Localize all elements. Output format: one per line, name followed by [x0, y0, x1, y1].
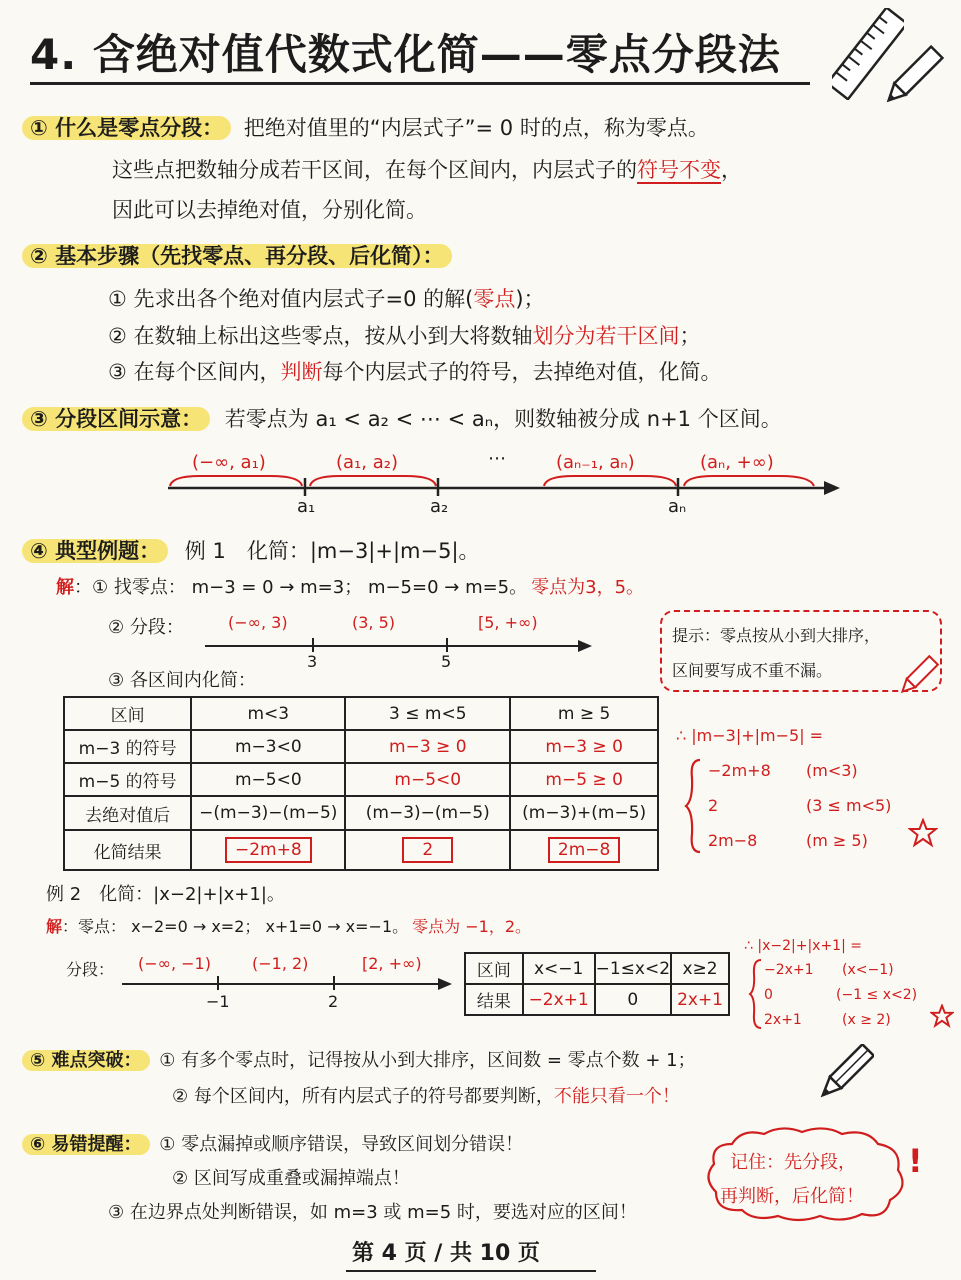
seg-point-5: 5: [441, 652, 452, 671]
example1-title: 例 1 化简：|m−3|+|m−5|。: [184, 539, 480, 563]
table-cell: m−3 的符号: [64, 730, 191, 763]
table-header-cell: 区间: [64, 697, 191, 730]
section6-line2: ② 区间写成重叠或漏掉端点！: [172, 1168, 410, 1189]
remember-line1: 记住：先分段，: [730, 1152, 856, 1173]
section2-heading: ② 基本步骤（先找零点、再分段、后化简）：: [22, 244, 452, 268]
example1-table: [63, 696, 659, 871]
simplify-label: ③ 各区间内化简：: [108, 670, 256, 691]
summary1-cond: (m<3): [806, 761, 858, 780]
step1-end: )；: [515, 287, 545, 311]
step1-text: ① 先求出各个绝对值内层式子=0 的解(: [108, 287, 474, 311]
footer-underline: [346, 1270, 596, 1272]
section4-heading: ④ 典型例题：: [22, 539, 168, 563]
table2-cell: 0: [595, 984, 671, 1015]
number-line-example2: [120, 972, 456, 996]
seg-interval-3: [5, +∞): [478, 613, 538, 632]
section1-keyword: 符号不变: [637, 158, 721, 182]
table-cell: m−3<0: [191, 730, 345, 763]
tip-line2: 区间要写成不重不漏。: [672, 661, 833, 680]
step2-text: ② 在数轴上标出这些零点，按从小到大将数轴: [108, 324, 533, 348]
section1-line3: 因此可以去掉绝对值，分别化简。: [112, 198, 427, 222]
table-header-cell: m<3: [191, 697, 345, 730]
summary1-expr: 2m−8: [708, 831, 758, 850]
segment-label: ② 分段：: [108, 617, 184, 638]
seg2-interval-3: [2, +∞): [362, 954, 422, 973]
summary1-cond: (m ≥ 5): [806, 831, 868, 850]
seg-interval-2: (3, 5): [352, 613, 396, 632]
table-cell: m−5<0: [191, 763, 345, 796]
table-header-cell: m ≥ 5: [510, 697, 658, 730]
number-line-example1: [200, 628, 600, 658]
solution1-zeros: 零点为3，5。: [531, 577, 645, 598]
summary2-cond: (x<−1): [842, 962, 894, 978]
segment2-label: 分段：: [66, 960, 115, 979]
result-box: 2m−8: [548, 837, 620, 863]
section6-line1: ① 零点漏掉或顺序错误，导致区间划分错误！: [159, 1134, 524, 1155]
step3-keyword: 判断: [280, 360, 323, 384]
table-cell: m−5 的符号: [64, 763, 191, 796]
table-cell: −(m−3)−(m−5): [191, 796, 345, 830]
table2-header-cell: 区间: [465, 953, 523, 984]
table2-cell: 结果: [465, 984, 523, 1015]
point-a1: a₁: [297, 496, 316, 517]
summary2-expr: 0: [764, 987, 773, 1003]
seg2-point-neg1: −1: [206, 992, 230, 1011]
section6-line3: ③ 在边界点处判断错误，如 m=3 或 m=5 时，要选对应的区间！: [108, 1202, 637, 1223]
section5-line2: ② 每个区间内，所有内层式子的符号都要判断，: [172, 1086, 554, 1107]
table-cell: 去绝对值后: [64, 796, 191, 830]
brace-icon: [684, 758, 704, 854]
interval-last: (aₙ, +∞): [700, 452, 774, 473]
seg-interval-1: (−∞, 3): [228, 613, 288, 632]
interval-2: (a₁, a₂): [336, 452, 398, 473]
table2-header-cell: x<−1: [523, 953, 595, 984]
interval-ellipsis: ⋯: [488, 448, 506, 469]
seg2-point-2: 2: [328, 992, 339, 1011]
table-cell: 化简结果: [64, 830, 191, 870]
point-an: aₙ: [668, 496, 687, 517]
step1-keyword: 零点: [473, 287, 516, 311]
table-cell: m−5 ≥ 0: [510, 763, 658, 796]
exclaim-mark: !: [908, 1142, 923, 1180]
result-box: 2: [402, 837, 453, 863]
section1-heading: ① 什么是零点分段：: [22, 116, 231, 140]
page-title: 4. 含绝对值代数式化简——零点分段法: [30, 30, 781, 79]
step2-keyword: 划分为若干区间: [532, 324, 680, 348]
seg2-interval-2: (−1, 2): [252, 954, 309, 973]
section5-line1: ① 有多个零点时，记得按从小到大排序，区间数 = 零点个数 + 1；: [159, 1050, 696, 1071]
table-cell: (m−3)−(m−5): [345, 796, 510, 830]
title-underline: [30, 82, 810, 85]
table-header-cell: 3 ≤ m<5: [345, 697, 510, 730]
seg-point-3: 3: [307, 652, 318, 671]
table2-header-cell: x≥2: [671, 953, 729, 984]
step2-end: ；: [679, 324, 701, 348]
solution1-step1: ：① 找零点： m−3 = 0 → m=3； m−5=0 → m=5。: [74, 577, 528, 598]
section5-keyword: 不能只看一个！: [553, 1086, 680, 1107]
table-cell: m−5<0: [345, 763, 510, 796]
solution2-step1: ：零点： x−2=0 → x=2； x+1=0 → x=−1。: [62, 917, 409, 936]
star-icon: [908, 818, 938, 848]
section1-line2: 这些点把数轴分成若干区间，在每个区间内，内层式子的: [112, 158, 637, 182]
pencil-icon: [880, 44, 944, 110]
section6-heading: ⑥ 易错提醒：: [22, 1134, 150, 1155]
table2-cell: 2x+1: [671, 984, 729, 1015]
table-cell: (m−3)+(m−5): [510, 796, 658, 830]
step3-end: 每个内层式子的符号，去掉绝对值，化简。: [322, 360, 722, 384]
example2-table: [464, 952, 730, 1016]
interval-1: (−∞, a₁): [192, 452, 266, 473]
table2-cell: −2x+1: [523, 984, 595, 1015]
solution-label: 解: [46, 917, 63, 936]
summary1-cond: (3 ≤ m<5): [806, 796, 892, 815]
solution2-zeros: 零点为 −1，2。: [412, 917, 532, 936]
section3-text: 若零点为 a₁ < a₂ < ⋯ < aₙ，则数轴被分成 n+1 个区间。: [224, 407, 782, 431]
tip-line1: 提示：零点按从小到大排序，: [672, 626, 881, 645]
cloud-callout: [702, 1124, 912, 1224]
summary2-expr: 2x+1: [764, 1012, 802, 1028]
summary1-expr: 2: [708, 796, 719, 815]
summary1-head: ∴ |m−3|+|m−5| =: [676, 726, 824, 745]
step3-text: ③ 在每个区间内，: [108, 360, 281, 384]
example2-title: 例 2 化简：|x−2|+|x+1|。: [46, 884, 285, 905]
result-box: −2m+8: [225, 837, 312, 863]
pencil-icon: [896, 654, 940, 698]
table-cell: m−3 ≥ 0: [510, 730, 658, 763]
solution-label: 解: [56, 577, 74, 598]
pencil-icon: [814, 1044, 874, 1104]
summary2-head: ∴ |x−2|+|x+1| =: [744, 938, 862, 954]
point-a2: a₂: [430, 496, 449, 517]
brace-icon: [748, 958, 764, 1030]
summary2-expr: −2x+1: [764, 962, 814, 978]
summary1-expr: −2m+8: [708, 761, 771, 780]
seg2-interval-1: (−∞, −1): [138, 954, 211, 973]
section5-heading: ⑤ 难点突破：: [22, 1050, 150, 1071]
section1-line1: 把绝对值里的“内层式子”= 0 时的点，称为零点。: [243, 116, 709, 140]
table2-header-cell: −1≤x<2: [595, 953, 671, 984]
remember-line2: 再判断，后化简！: [720, 1186, 864, 1207]
section3-heading: ③ 分段区间示意：: [22, 407, 210, 431]
star-icon: [930, 1004, 954, 1028]
summary2-cond: (−1 ≤ x<2): [836, 987, 918, 1003]
table-cell: m−3 ≥ 0: [345, 730, 510, 763]
summary2-cond: (x ≥ 2): [842, 1012, 891, 1028]
page-footer: 第 4 页 / 共 10 页: [352, 1241, 540, 1266]
interval-n: (aₙ₋₁, aₙ): [556, 452, 635, 473]
section1-comma: ，: [721, 158, 742, 182]
